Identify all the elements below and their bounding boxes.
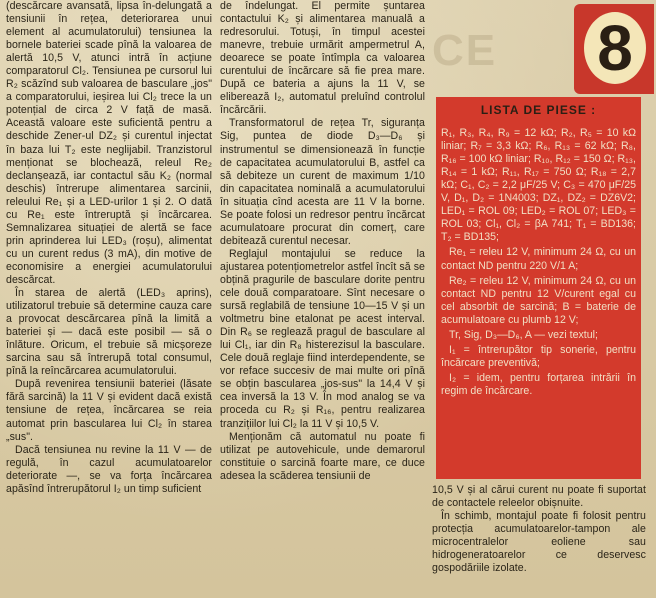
paragraph: (descărcare avansată, lipsa în-delungată a tensiunii în rețea, deteriorarea unui element al acumulatorului) tensiunea la bornele bateriei scade pînă la valoarea de alertă 10,5 V, atunci intră în acțiune comparatorul Cl₂. Tensiunea pe cursorul lui R₂ scăzînd sub valoarea de basculare „jos" a comparatorului, ieșirea lui Cl₂ trece la un potențial de circa 2 V față de masă. Această valoare este suficientă pentru a deschide Zener-ul DZ₂ și curentul injectat în baza lui T₂ este neglijabil. Tranzistorul menționat se blochează, releul Re₂ declanșează, iar contactul său K₂ (normal deschis) întrerupe alimentarea sarcinii, releului Re₁ și a LED-urilor 1 și 2. O dată cu Re₁ este întreruptă și încărcarea. Semnalizarea situației de alertă se face prin aprinderea lui LED₃ (roșu), alimentat cu un curent redus (3 mA), din motive de economisire a energiei acumulatorului descărcat.: [6, 0, 212, 286]
paragraph: Menționăm că automatul nu poate fi utilizat pe autovehicule, unde demarorul constituie o sarcină foarte mare, ce duce adesea la scăderea tensiunii de: [220, 430, 425, 482]
text-column-3: [432, 484, 646, 575]
parts-list-item: Re₁ = releu 12 V, minimum 24 Ω, cu un contact ND pentru 220 V/1 A;: [441, 246, 636, 272]
page-number-badge: [574, 4, 654, 94]
paragraph: Reglajul montajului se reduce la ajustarea potențiometrelor astfel încît să se obțină pragurile de basculare dorite pentru cele două comparatoare. Sînt necesare o sursă reglabilă de tensiune 10—15 V și un voltmetru bine etalonat pe acest interval. Din R₆ se reglează pragul de basculare al lui Cl₁, iar din R₈ histerezisul la basculare. Cele două reglaje fiind interdependente, se vor reface succesiv de mai multe ori pînă se obțin bascularea „jos-sus" la 14,4 V și cea inversă la 13 V. În mod analog se va proceda cu R₂ și R₁₆, pentru realizarea tranzițiilor lui Cl₂ la 11 V și 10,5 V.: [220, 247, 425, 430]
paragraph: 10,5 V și al cărui curent nu poate fi suportat de contactele releelor obișnuite.: [432, 484, 646, 510]
page-number: 8: [597, 12, 633, 84]
parts-list-box: [436, 97, 641, 479]
parts-list-item: Tr, Sig, D₃—D₆, A — vezi textul;: [449, 328, 598, 341]
parts-list-item: I₁ = întrerupător tip sonerie, pentru încărcare preventivă;: [441, 343, 636, 369]
parts-list-item: Re₂ = releu 12 V, minimum 24 Ω, cu un contact ND pentru 12 V/curent egal cu cel absorbit de sarcină; B = baterie de acumulatoare cu plumb 12 V;: [441, 274, 636, 326]
paragraph: de îndelungat. El permite șuntarea contactului K₂ și alimentarea manuală a redresorului. Totuși, în timpul acestei manevre, trebuie urmărit ampermetrul A, deoarece se poate întîmpla ca valoarea curentului de încărcare să fie prea mare. După ce bateria a ajuns la 11 V, se eliberează I₂, automatul preluînd controlul încărcării.: [220, 0, 425, 117]
paragraph: În schimb, montajul poate fi folosit pentru protecția acumulatoarelor-tampon ale microcentralelor eoliene sau hidrogeneratoarelor ce deservesc gospodăriile izolate.: [432, 510, 646, 575]
paragraph: După revenirea tensiunii bateriei (lăsate fără sarcină) la 11 V și evident dacă există tensiune de rețea, încărcarea se reia automat prin bascularea lui Cl₂ în starea „sus".: [6, 378, 212, 443]
parts-list-title: LISTA DE PIESE :: [480, 103, 597, 117]
paragraph: În starea de alertă (LED₃ aprins), utilizatorul trebuie să determine cauza care a provocat descărcarea pînă la limită a bateriei și — dacă este posibil — să o înlăture. Oricum, el trebuie să micșoreze sarcina sau să întrerupă total consumul, pînă la reîncărcarea acumulatorului.: [6, 287, 212, 378]
paragraph: Transformatorul de rețea Tr, siguranța Sig, puntea de diode D₃—D₆ și instrumentul se dimensionează în funcție de capacitatea acumulatorului B, astfel ca să debiteze un curent de maximum 1/10 din capacitatea nominală a acumulatorului în situația cînd acesta are 11 V la borne. Se poate folosi un redresor pentru încărcat acumulatoare procurat din comerț, care debitează curentul necesar.: [220, 117, 425, 247]
watermark-text: CE: [432, 26, 498, 75]
parts-list-item: R₁, R₃, R₄, R₉ = 12 kΩ; R₂, R₅ = 10 kΩ liniar; R₇ = 3,3 kΩ; R₆, R₁₃ = 62 kΩ; R₈, R₁₆ = 100 kΩ liniar; R₁₀, R₁₂ = 150 Ω; R₁₃, R₁₄ = 1 kΩ; R₁₁, R₁₇ = 750 Ω; R₁₈ = 2,7 kΩ; C₁, C₂ = 2,2 μF/25 V; C₃ = 470 μF/25 V, D₁, D₂ = 1N4003; DZ₁, DZ₂ = DZ6V2; LED₁ = ROL 09; LED₂ = ROL 07; LED₃ = ROL 03; Cl₁, Cl₂ = βA 741; T₁ = BD136; T₂ = BD135;: [441, 127, 636, 244]
text-column-1: [6, 0, 212, 496]
text-column-2: [220, 0, 425, 483]
badge-circle: [584, 12, 646, 84]
parts-list-item: I₂ = idem, pentru forțarea intrării în regim de încărcare.: [441, 371, 636, 397]
paragraph: Dacă tensiunea nu revine la 11 V — de regulă, în cazul acumulatoarelor deteriorate —, se va forța încărcarea apăsînd întrerupătorul I₂ un timp suficient: [6, 443, 212, 495]
